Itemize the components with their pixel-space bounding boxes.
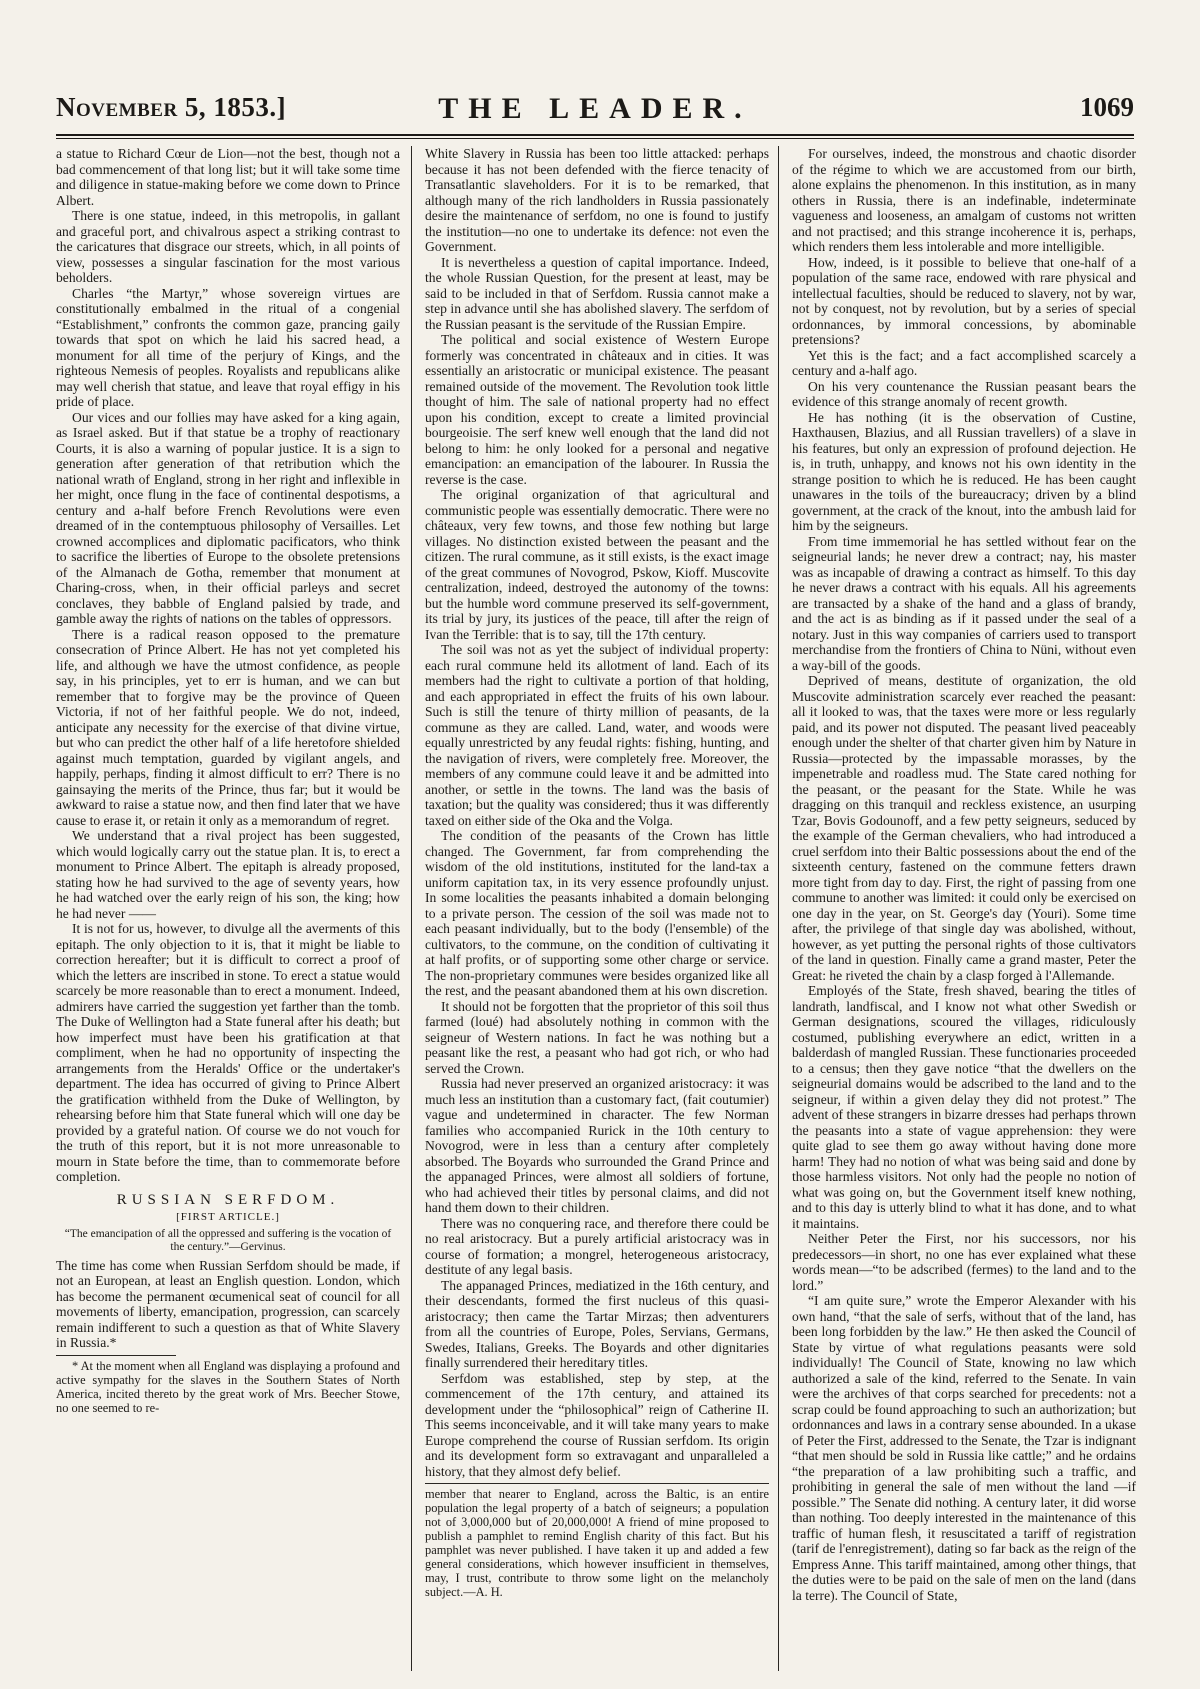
paragraph: It is not for us, however, to divulge all the averments of this epitaph. The only objection to it is, that it might be liable to correction hereafter; but it is difficult to correct a proof of which the letters are inscribed in stone. To erect a statue would scarcely be more reasonable than to erect a monument. Indeed, admirers have carried the suggestion yet farther than the tomb. The Duke of Wellington had a State funeral after his death; but how imperfect must have been his gratification at that compliment, when he had no opportunity of inspecting the arrangements from the Heralds' Office or the undertaker's department. The idea has occurred of giving to Prince Albert the gratification withheld from the Duke of Wellington, by rehearsing before him that State funeral which will one day be provided by a grateful nation. Of course we do not vouch for the truth of this report, but it is not more unreasonable to mourn in State before the time, than to commemorate before completion. <box>56 921 400 1184</box>
section-title: RUSSIAN SERFDOM. <box>116 1191 340 1208</box>
paragraph: Charles “the Martyr,” whose sovereign virtues are constitutionally embalmed in the ritual of a congenial “Establishment,” confronts the common gaze, prancing gaily towards that spot on which he laid his sacred head, a monument for all time of the perjury of Kings, and the righteous Nemesis of peoples. Royalists and republicans alike may well cherish that statue, and leave that royal effigy in his pride of place. <box>56 285 400 409</box>
masthead-rule-thin <box>56 138 1134 139</box>
paragraph: The soil was not as yet the subject of individual property: each rural commune held its allotment of land. Each of its members had the right to cultivate a portion of that holding, and each appropriated in effect the fruits of his own labour. Such is still the tenure of thirty million of peasants, de la commune as they are called. Land, water, and woods were equally unrestricted by any feudal rights: fishing, hunting, and the navigation of rivers, were completely free. Moreover, the members of any commune could leave it and be admitted into another, or settle in the towns. The land was the basis of taxation; but the quality was considered; thus it was differently taxed on either side of the Oka and the Volga. <box>425 642 769 828</box>
paragraph: It is nevertheless a question of capital importance. Indeed, the whole Russian Question, for the present at least, may be said to be included in that of Serfdom. Russia cannot make a step in advance until she has abolished slavery. The serfdom of the Russian peasant is the servitude of the Russian Empire. <box>425 254 769 332</box>
issue-date: November 5, 1853.] <box>56 92 287 122</box>
paragraph: We understand that a rival project has been suggested, which would logically carry out the statue plan. It is, to erect a monument to Prince Albert. The epitaph is already proposed, stating how he had survived to the age of seventy years, how he had watched over the early reign of his son, the king; how he had never —— <box>56 828 400 921</box>
paragraph: Serfdom was established, step by step, at the commencement of the 17th century, and attained its development under the “philosophical” reign of Catherine II. This seems inconceivable, and it will take many years to make Europe comprehend the course of Russian serfdom. Its origin and its development form so extravagant and unparalleled a history, that they almost defy belief. <box>425 1370 769 1479</box>
paragraph: Russia had never preserved an organized aristocracy: it was much less an institution than a customary fact, (fait coutumier) vague and undetermined in character. The few Norman families who accompanied Rurick in the 10th century to Novogrod, were in less than a century after completely absorbed. The Boyards who surrounded the Grand Prince and the appanaged Princes, were almost all soldiers of fortune, who had achieved their titles by personal claims, and did not hand them down to their children. <box>425 1076 769 1215</box>
section-subtitle: [FIRST ARTICLE.] <box>176 1211 280 1223</box>
column-1 <box>56 146 400 1676</box>
paragraph: The condition of the peasants of the Crown has little changed. The Government, far from comprehending the wisdom of the old institutions, instituted for the land-tax a uniform capitation tax, in its very essence profoundly unjust. In some localities the peasants inhabited a domain belonging to a private person. The cession of the soil was made not to each peasant individually, but to the body (l'ensemble) of the cultivators, to the commune, on the condition of cultivating it at half profits, or of supporting some other charge or service. The non-proprietary communes were besides organized like all the rest, and the peasant abandoned them at his own discretion. <box>425 828 769 998</box>
paragraph: The political and social existence of Western Europe formerly was concentrated in châteaux and in cities. It was essentially an aristocratic or municipal existence. The peasant remained outside of the movement. The Revolution took little thought of him. The sale of national property had no effect upon his condition, except to create a limited provincial bourgeoisie. The serf knew well enough that the land did not belong to him: he only looked for a personal and negative emancipation: an emancipation of the labourer. In Russia the reverse is the case. <box>425 332 769 487</box>
page-number: 1069 <box>1080 92 1134 122</box>
column-divider <box>778 146 779 1671</box>
paragraph: The original organization of that agricultural and communistic people was essentially democratic. There were no châteaux, very few towns, and those few nothing but large villages. No distinction existed between the peasant and the citizen. The rural commune, as it still exists, is the exact image of the great communes of Novogrod, Pskow, Kioff. Muscovite centralization, indeed, destroyed the autonomy of the towns: but the humble word commune preserved its self-government, its trial by jury, its justices of the peace, till after the reign of Ivan the Terrible: that is to say, till the 17th century. <box>425 487 769 642</box>
footnote-rule <box>425 1483 769 1484</box>
paragraph: Neither Peter the First, nor his successors, nor his predecessors—in short, no one has ever explained what these words mean—“to be adscribed (fermes) to the land and to the lord.” <box>792 1231 1136 1293</box>
paragraph: For ourselves, indeed, the monstrous and chaotic disorder of the régime to which we are accustomed from our birth, alone explains the phenomenon. In this institution, as in many others in Russia, there is an indefinable, indeterminate vagueness and looseness, an amalgam of customs not written and not practised; and this strange incoherence it is, perhaps, which renders them less intolerable and more intelligible. <box>792 146 1136 254</box>
paragraph: He has nothing (it is the observation of Custine, Haxthausen, Blazius, and all Russian travellers) of a slave in his features, but only an expression of profound dejection. He is, in truth, unhappy, and knows not his own identity in the strange position to which he is reduced. He has been caught unawares in the toils of the bureaucracy; driven by a blind government, at the crack of the knout, into the ambush laid for him by the seigneurs. <box>792 409 1136 533</box>
footnote: * At the moment when all England was displaying a profound and active sympathy for the slaves in the Southern States of North America, incited thereto by the great work of Mrs. Beecher Stowe, no one seemed to re- <box>56 1358 400 1415</box>
paragraph: Yet this is the fact; and a fact accomplished scarcely a century and a-half ago. <box>792 347 1136 378</box>
masthead <box>56 92 1134 132</box>
paragraph: There was no conquering race, and therefore there could be no real aristocracy. But a purely artificial aristocracy was in course of formation; a mongrel, heterogeneous aristocracy, destitute of any legal basis. <box>425 1215 769 1277</box>
paragraph: The time has come when Russian Serfdom should be made, if not an European, at least an English question. London, which has become the permanent œcumenical seat of council for all movements of liberty, emancipation, progression, can scarcely remain indifferent to such a question as that of White Slavery in Russia.* <box>56 1257 400 1350</box>
footnote-rule <box>56 1355 176 1356</box>
masthead-rule <box>56 134 1134 136</box>
column-divider <box>411 146 412 1671</box>
column-2 <box>425 146 769 1676</box>
paragraph: There is a radical reason opposed to the premature consecration of Prince Albert. He has not yet completed his life, and although we have the utmost confidence, as people say, in his principles, yet to err is human, and we can but remember that to forgive may be the province of Queen Victoria, if not of her faithful people. We do not, indeed, anticipate any necessity for the exercise of that divine virtue, but who can predict the other half of a life heretofore shielded against much temptation, guarded by vigilant angels, and happily, perhaps, finding it almost difficult to err? There is no gainsaying the merits of the Prince, thus far; but it would be awkward to raise a statue now, and then find later that we have cause to erase it, or retain it only as a memorandum of regret. <box>56 626 400 828</box>
paragraph: a statue to Richard Cœur de Lion—not the best, though not a bad commencement of that long list; but it will take some time and diligence in statue-making before we come down to Prince Albert. <box>56 146 400 208</box>
column-3 <box>792 146 1136 1676</box>
paragraph: White Slavery in Russia has been too little attacked: perhaps because it has not been defended with the fierce tenacity of Transatlantic slaveholders. For it is to be remarked, that although many of the rich landholders in Russia passionately desire the maintenance of serfdom, no one is found to justify the institution—no one to undertake its defence: not even the Government. <box>425 146 769 254</box>
paragraph: From time immemorial he has settled without fear on the seigneurial lands; he never drew a contract; nay, his master was as incapable of drawing a contract as himself. To this day he never draws a contract with his equals. All his agreements are transacted by a shake of the hand and a glass of brandy, and the act is as binding as if it passed under the seal of a notary. Just in this way companies of carriers used to transport merchandise from the frontiers of China to Nüni, without even a way-bill of the goods. <box>792 533 1136 673</box>
paragraph: There is one statue, indeed, in this metropolis, in gallant and graceful port, and chivalrous aspect a striking contrast to the caricatures that disgrace our streets, which, in all points of view, possesses a singular fascination for the most various beholders. <box>56 208 400 285</box>
paragraph: On his very countenance the Russian peasant bears the evidence of this strange anomaly of recent growth. <box>792 378 1136 409</box>
paragraph: It should not be forgotten that the proprietor of this soil thus farmed (loué) had absolutely nothing in common with the seigneur of Western nations. In fact he was nothing but a peasant like the rest, a peasant who had got rich, or who had served the Crown. <box>425 998 769 1076</box>
section-motto: “The emancipation of all the oppressed and suffering is the vocation of the century.”—Gervinus. <box>64 1227 392 1253</box>
footnote-continued: member that nearer to England, across the Baltic, is an entire population the legal property of a batch of seigneurs; a population not of 3,000,000 but of 20,000,000! A friend of mine proposed to publish a pamphlet to remind English charity of this fact. But his pamphlet was never published. I have taken it up and added a few general considerations, which however insufficient in themselves, may, I trust, contribute to throw some light on the melancholy subject.—A. H. <box>425 1487 769 1599</box>
paragraph: Deprived of means, destitute of organization, the old Muscovite administration scarcely ever reached the peasant: all it looked to was, that the taxes were more or less regularly paid, and its power not disputed. The peasant lived peaceably enough under the shelter of that charter given him by Nature in Russia—protected by the impassable morasses, by the impenetrable and roadless mud. The State cared nothing for the peasant, or the peasant for the State. While he was dragging on this tranquil and reckless existence, an usurping Tzar, Bovis Godounoff, and a few petty seigneurs, seduced by the example of the German chevaliers, who had introduced a cruel serfdom into their Baltic possessions about the end of the sixteenth century, fastened on the commune fetters drawn more tight from day to day. First, the right of passing from one commune to another was limited: it could only be exercised on one day in the year, on St. George's day (Youri). Some time after, the privilege of that single day was abolished, without, however, as yet putting the personal rights of those cultivators of the land in question. Finally came a grand master, Peter the Great: he riveted the chain by a clasp forged à l'Allemande. <box>792 673 1136 983</box>
paragraph: Employés of the State, fresh shaved, bearing the titles of landrath, landfiscal, and I know not what other Swedish or German designations, scoured the villages, ridiculously costumed, publishing everywhere an edict, written in a balderdash of mangled Russian. These functionaries proceeded to a census; then they gave notice “that the dwellers on the seigneurial domains would be adscribed to the land and to the seigneur, if within a given delay they did not protest.” The advent of these strangers in bizarre dresses had perhaps thrown the peasants into a state of vague apprehension: they were quite glad to see them go away without having done more harm! They had no notion of what was being said and done by those harmless visitors. Not only had the people no notion of what was going on, but the Government itself knew nothing, and to this day is utterly blind to what it has done, and to what it maintains. <box>792 983 1136 1231</box>
paragraph: Our vices and our follies may have asked for a king again, as Israel asked. But if that statue be a trophy of reactionary Courts, it is also a warning of popular justice. It is a sign to generation after generation of that retribution which the national wrath of England, strong in her right and inflexible in her might, once flung in the face of continental despotisms, a century and a-half before French Revolutions were even dreamed of in the contemptuous philosophy of Versailles. Let crowned accomplices and diplomatic pacificators, who think to sacrifice the liberties of Europe to the obsolete pretensions of the Almanach de Gotha, remember that monument at Charing-cross, when, in their official parleys and secret conclaves, they babble of England palsied by trade, and gamble away the rights of nations on the tables of oppressors. <box>56 409 400 626</box>
newspaper-title: THE LEADER. <box>438 92 752 125</box>
paragraph: The appanaged Princes, mediatized in the 16th century, and their descendants, formed the first nucleus of this quasi-aristocracy; then came the Tartar Mirzas; then adventurers from all the countries of Europe, Poles, Servians, Germans, Swedes, Italians, Greeks. The Boyards and other dignitaries finally surrendered their hereditary titles. <box>425 1277 769 1370</box>
paragraph: How, indeed, is it possible to believe that one-half of a population of the same race, endowed with rare physical and intellectual faculties, should be reduced to slavery, not by war, not by conquest, not by revolution, but by a series of special ordonnances, by immoral concessions, by abominable pretensions? <box>792 254 1136 347</box>
paragraph: “I am quite sure,” wrote the Emperor Alexander with his own hand, “that the sale of serfs, without that of the land, has been long forbidden by the law.” He then asked the Council of State by virtue of what regulations peasants were sold individually! The Council of State, knowing no law which authorized a sale of the kind, referred to the Senate. In vain were the archives of that corps searched for precedents: not a scrap could be found approaching to such an authorization; but ordonnances and laws in a contrary sense abounded. In a ukase of Peter the First, addressed to the Senate, the Tzar is indignant “that men should be sold in Russia like cattle;” and he ordains “the preparation of a law prohibiting such a traffic, and prohibiting in general the sale of men without the land —if possible.” The Senate did nothing. A century later, it did worse than nothing. Too deeply interested in the maintenance of this traffic of human flesh, it resuscitated a tariff of registration (tarif de l'enregistrement), dating so far back as the reign of the Empress Anne. This tariff maintained, among other things, that the duties were to be paid on the sale of men on the land (dans la terre). The Council of State, <box>792 1293 1136 1603</box>
